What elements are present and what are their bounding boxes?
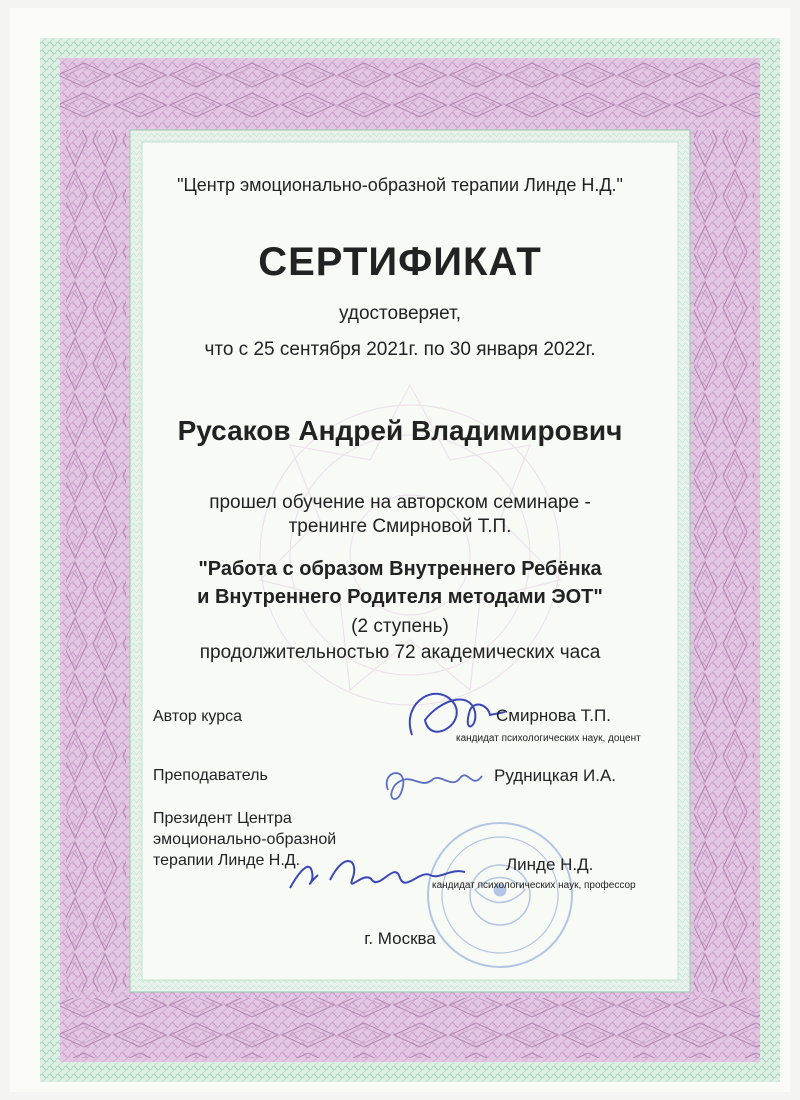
signer-smirnova: Смирнова Т.П. bbox=[496, 706, 611, 725]
degree-smirnova: кандидат психологических наук, доцент bbox=[456, 733, 641, 744]
role-teacher: Преподаватель bbox=[153, 767, 268, 784]
recipient-name: Русаков Андрей Владимирович bbox=[177, 415, 623, 446]
role-president-line-3: терапии Линде Н.Д. bbox=[153, 852, 301, 869]
course-title-line-2: и Внутреннего Родителя методами ЭОТ" bbox=[197, 586, 603, 608]
completed-line-1: прошел обучение на авторском семинаре - bbox=[209, 492, 591, 513]
degree-linde: кандидат психологических наук, профессор bbox=[432, 880, 636, 891]
course-duration: продолжительностью 72 академических часа bbox=[199, 642, 601, 663]
role-president-line-1: Президент Центра bbox=[153, 810, 292, 827]
organization-name: "Центр эмоционально-образной терапии Линде Н.Д." bbox=[177, 175, 623, 195]
document-title: СЕРТИФИКАТ bbox=[258, 240, 542, 284]
course-level: (2 ступень) bbox=[351, 616, 449, 637]
certifies-text: удостоверяет, bbox=[339, 303, 461, 324]
completed-line-2: тренинге Смирновой Т.П. bbox=[288, 516, 512, 537]
role-president-line-2: эмоционально-образной bbox=[153, 831, 337, 848]
role-course-author: Автор курса bbox=[153, 708, 243, 725]
training-period: что с 25 сентября 2021г. по 30 января 2022г. bbox=[204, 339, 596, 360]
course-title-line-1: "Работа с образом Внутреннего Ребёнка bbox=[198, 558, 602, 580]
city: г. Москва bbox=[364, 929, 436, 948]
signer-linde: Линде Н.Д. bbox=[506, 855, 594, 874]
signer-rudnitskaya: Рудницкая И.А. bbox=[494, 766, 617, 785]
